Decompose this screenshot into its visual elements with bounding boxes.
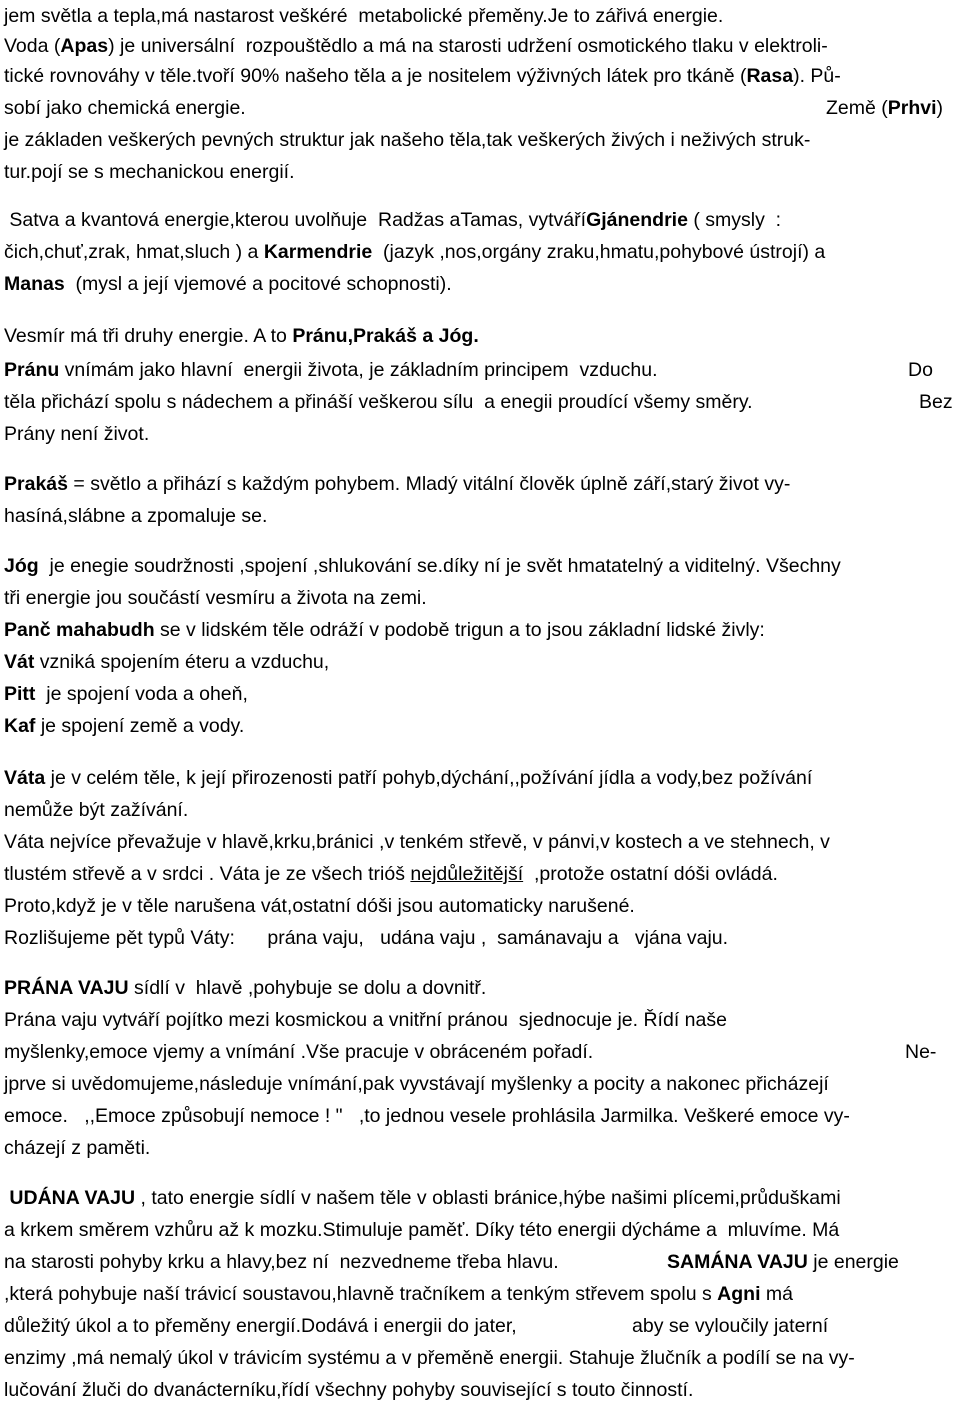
text-run: na starosti pohyby krku a hlavy,bez ní nezvedneme třeba hlavu. <box>4 1251 559 1273</box>
text-run: je spojení země a vody. <box>35 715 245 737</box>
text-run: se v lidském těle odráží v podobě trigun a to jsou základní lidské živly: <box>154 619 765 641</box>
text-line <box>4 1036 593 1068</box>
text-fragment <box>905 1036 936 1068</box>
text-line <box>4 468 790 500</box>
text-run: sídlí v hlavě ,pohybuje se dolu a dovnitř. <box>128 977 487 999</box>
underlined-term: nejdůležitější <box>410 863 524 885</box>
text-line <box>4 124 810 156</box>
text-run: Ne- <box>905 1041 937 1063</box>
text-run: Do <box>908 359 933 381</box>
text-run: (mysl a její vjemové a pocitové schopnosti). <box>64 273 452 295</box>
text-run: ( smysly : <box>687 209 782 231</box>
bold-term: Apas <box>60 35 109 57</box>
text-run: , tato energie sídlí v našem těle v oblasti bránice,hýbe našimi plícemi,průduškami <box>135 1187 841 1209</box>
text-line <box>4 858 778 890</box>
bold-term: Vát <box>4 651 35 673</box>
text-line <box>4 794 188 826</box>
text-run: vnímám jako hlavní energii života, je základním principem vzduchu. <box>59 359 658 381</box>
text-line <box>4 1100 850 1132</box>
text-run: Voda ( <box>4 35 61 57</box>
text-run: = světlo a přihází s každým pohybem. Mladý vitální člověk úplně září,starý život vy- <box>67 473 791 495</box>
text-run: má <box>760 1283 794 1305</box>
text-run: emoce. ,,Emoce způsobují nemoce ! " ,to jednou vesele prohlásila Jarmilka. Veškeré emoce vy- <box>4 1105 850 1127</box>
text-line <box>4 320 479 352</box>
text-run: je energie <box>807 1251 899 1273</box>
text-run: ,která pohybuje naší trávicí soustavou,hlavně tračníkem a tenkým střevem spolu s <box>4 1283 718 1305</box>
bold-term: Prakáš <box>4 473 68 495</box>
text-run: Proto,když je v těle narušena vát,ostatní dóši jsou automaticky narušené. <box>4 895 635 917</box>
text-line <box>4 92 246 124</box>
bold-term: UDÁNA VAJU <box>9 1187 136 1209</box>
text-line <box>4 268 452 300</box>
text-line <box>4 1342 855 1374</box>
text-run: enzimy ,má nemalý úkol v trávicím systému a v přeměně energii. Stahuje žlučník a podílí se na vy- <box>4 1347 855 1369</box>
text-line <box>4 922 728 954</box>
text-run: hasíná,slábne a zpomaluje se. <box>4 505 268 527</box>
bold-term: PRÁNA VAJU <box>4 977 129 999</box>
text-line <box>4 1182 841 1214</box>
text-line <box>4 156 295 188</box>
bold-term: Karmendrie <box>263 241 373 263</box>
bold-term: Pránu <box>4 359 60 381</box>
text-line <box>4 500 267 532</box>
text-line <box>4 386 753 418</box>
text-line <box>4 1214 839 1246</box>
text-run: nemůže být zažívání. <box>4 799 189 821</box>
bold-term: Pitt <box>4 683 36 705</box>
text-run: cházejí z paměti. <box>4 1137 151 1159</box>
text-fragment <box>919 386 953 418</box>
bold-term: Kaf <box>4 715 36 737</box>
bold-term: Váta <box>4 767 46 789</box>
text-run: tlustém střevě a v srdci . Váta je ze všech trióš <box>4 863 411 885</box>
text-run: tické rovnováhy v těle.tvoří 90% našeho těla a je nositelem výživných látek pro tkáně ( <box>4 65 747 87</box>
text-line <box>4 236 825 268</box>
text-line <box>4 678 248 710</box>
text-run: (jazyk ,nos,orgány zraku,hmatu,pohybové ústrojí) a <box>372 241 826 263</box>
bold-term: Manas <box>4 273 65 295</box>
bold-term: Pránu,Prakáš a Jóg. <box>292 325 479 347</box>
text-line <box>4 30 828 62</box>
text-run: myšlenky,emoce vjemy a vnímání .Vše pracuje v obráceném pořadí. <box>4 1041 594 1063</box>
text-run: Prány není život. <box>4 423 150 445</box>
text-line <box>4 1068 829 1100</box>
text-line <box>4 1246 559 1278</box>
text-line <box>4 1310 517 1342</box>
text-run: lučování žluči do dvanácterníku,řídí všechny pohyby související s touto činností. <box>4 1379 694 1401</box>
text-line <box>4 1374 693 1406</box>
text-line <box>4 582 427 614</box>
text-fragment <box>632 1310 828 1342</box>
text-run: vzniká spojením éteru a vzduchu, <box>34 651 330 673</box>
text-run: ) <box>936 97 944 119</box>
text-run: důležitý úkol a to přeměny energií.Dodává i energii do jater, <box>4 1315 517 1337</box>
text-run: tur.pojí se s mechanickou energií. <box>4 161 295 183</box>
text-run: jprve si uvědomujeme,následuje vnímání,pak vyvstávají myšlenky a pocity a nakonec přicházejí <box>4 1073 829 1095</box>
text-run: je v celém těle, k její přirozenosti patří pohyb,dýchání,,požívání jídla a vody,bez požívání <box>45 767 813 789</box>
text-fragment <box>908 354 933 386</box>
text-line <box>4 204 781 236</box>
text-line <box>4 890 635 922</box>
text-run: Prána vaju vytváří pojítko mezi kosmickou a vnitřní pránou sjednocuje je. Řídí naše <box>4 1009 727 1031</box>
bold-term: Rasa <box>746 65 794 87</box>
text-line <box>4 710 244 742</box>
bold-term: Agni <box>717 1283 761 1305</box>
text-fragment <box>826 92 943 124</box>
text-run: je spojení voda a oheň, <box>35 683 248 705</box>
text-line <box>4 826 830 858</box>
text-line <box>4 1004 727 1036</box>
text-line <box>4 1278 793 1310</box>
text-line <box>4 550 841 582</box>
text-run: Bez <box>919 391 953 413</box>
text-line <box>4 1132 150 1164</box>
text-fragment <box>667 1246 899 1278</box>
text-run: těla přichází spolu s nádechem a přináší veškerou sílu a enegii proudící všemy směry. <box>4 391 753 413</box>
text-run: a krkem směrem vzhůru až k mozku.Stimuluje paměť. Díky této energii dýcháme a mluvíme. Má <box>4 1219 840 1241</box>
text-line <box>4 972 486 1004</box>
text-run: ). Pů- <box>793 65 841 87</box>
text-run: Satva a kvantová energie,kterou uvolňuje Radžas aTamas, vytváří <box>4 209 587 231</box>
bold-term: Jóg <box>4 555 39 577</box>
bold-term: SAMÁNA VAJU <box>667 1251 808 1273</box>
text-run: aby se vyloučily jaterní <box>632 1315 829 1337</box>
text-run: ) je universální rozpouštědlo a má na starosti udržení osmotického tlaku v elektroli- <box>108 35 828 57</box>
text-run: tři energie jou součástí vesmíru a života na zemi. <box>4 587 427 609</box>
text-line <box>4 646 329 678</box>
text-line <box>4 0 723 32</box>
text-run: je enegie soudržnosti ,spojení ,shlukování se.díky ní je svět hmatatelný a viditelný. Všechny <box>38 555 841 577</box>
text-line <box>4 614 765 646</box>
text-run: ,protože ostatní dóši ovládá. <box>523 863 778 885</box>
text-run: čich,chuť,zrak, hmat,sluch ) a <box>4 241 264 263</box>
bold-term: Prhvi <box>887 97 937 119</box>
text-line <box>4 354 658 386</box>
text-run: Země ( <box>826 97 888 119</box>
text-line <box>4 762 812 794</box>
text-run: Rozlišujeme pět typů Váty: prána vaju, udána vaju , samánavaju a vjána vaju. <box>4 927 729 949</box>
bold-term: Gjánendrie <box>586 209 688 231</box>
text-run: Váta nejvíce převažuje v hlavě,krku,bránici ,v tenkém střevě, v pánvi,v kostech a ve stehnech, v <box>4 831 830 853</box>
text-run: je základen veškerých pevných struktur jak našeho těla,tak veškerých živých i neživých struk- <box>4 129 811 151</box>
text-run: sobí jako chemická energie. <box>4 97 246 119</box>
bold-term: Panč mahabudh <box>4 619 155 641</box>
text-run: jem světla a tepla,má nastarost veškéré metabolické přeměny.Je to zářivá energie. <box>4 5 724 27</box>
text-line <box>4 60 841 92</box>
text-run: Vesmír má tři druhy energie. A to <box>4 325 293 347</box>
text-line <box>4 418 149 450</box>
